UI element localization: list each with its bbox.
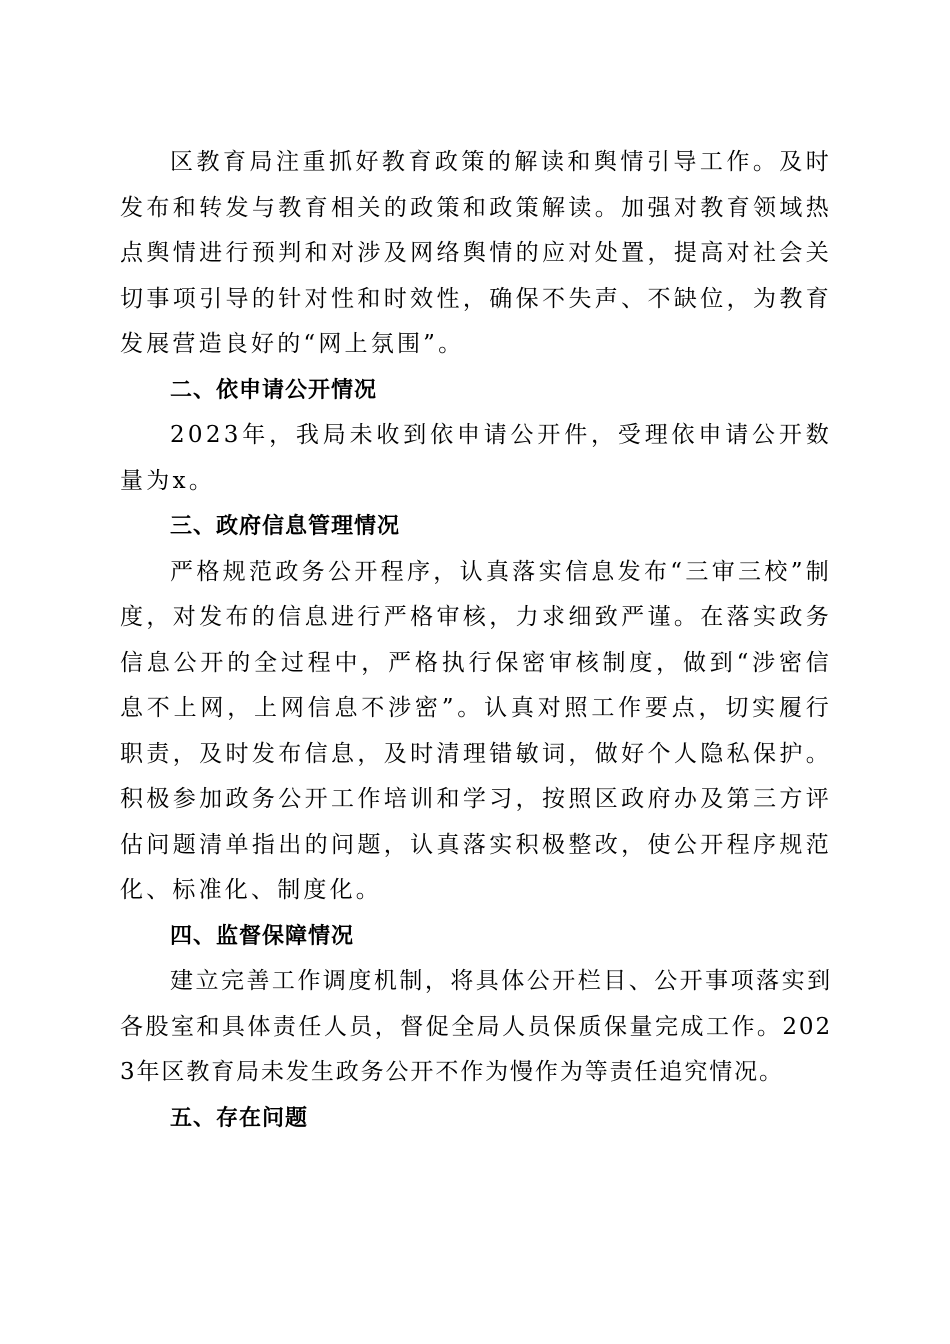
paragraph-supervision: 建立完善工作调度机制，将具体公开栏目、公开事项落实到各股室和具体责任人员，督促全局人员保质保量完成工作。2023年区教育局未发生政务公开不作为慢作为等责任追究情况。 [120, 968, 832, 1085]
document-body [120, 140, 832, 1141]
heading-supervision: 四、监督保障情况 [170, 923, 355, 949]
heading-information-management: 三、政府信息管理情况 [170, 514, 401, 539]
paragraph-policy-interpretation: 区教育局注重抓好教育政策的解读和舆情引导工作。及时发布和转发与教育相关的政策和政策解读。加强对教育领域热点舆情进行预判和对涉及网络舆情的应对处置，提高对社会关切事项引导的针对性和时效性，确保不失声、不缺位，为教育发展营造良好的“网上氛围”。 [120, 149, 832, 357]
paragraph-application-disclosure: 2023年，我局未收到依申请公开件，受理依申请公开数量为x。 [120, 422, 832, 494]
heading-application-disclosure: 二、依申请公开情况 [170, 377, 378, 403]
heading-existing-problems: 五、存在问题 [170, 1105, 309, 1131]
paragraph-information-management: 严格规范政务公开程序，认真落实信息发布“三审三校”制度，对发布的信息进行严格审核，力求细致严谨。在落实政务信息公开的全过程中，严格执行保密审核制度，做到“涉密信息不上网，上网信息不涉密”。认真对照工作要点，切实履行职责，及时发布信息，及时清理错敏词，做好个人隐私保护。积极参加政务公开工作培训和学习，按照区政府办及第三方评估问题清单指出的问题，认真落实积极整改，使公开程序规范化、标准化、制度化。 [120, 558, 832, 903]
